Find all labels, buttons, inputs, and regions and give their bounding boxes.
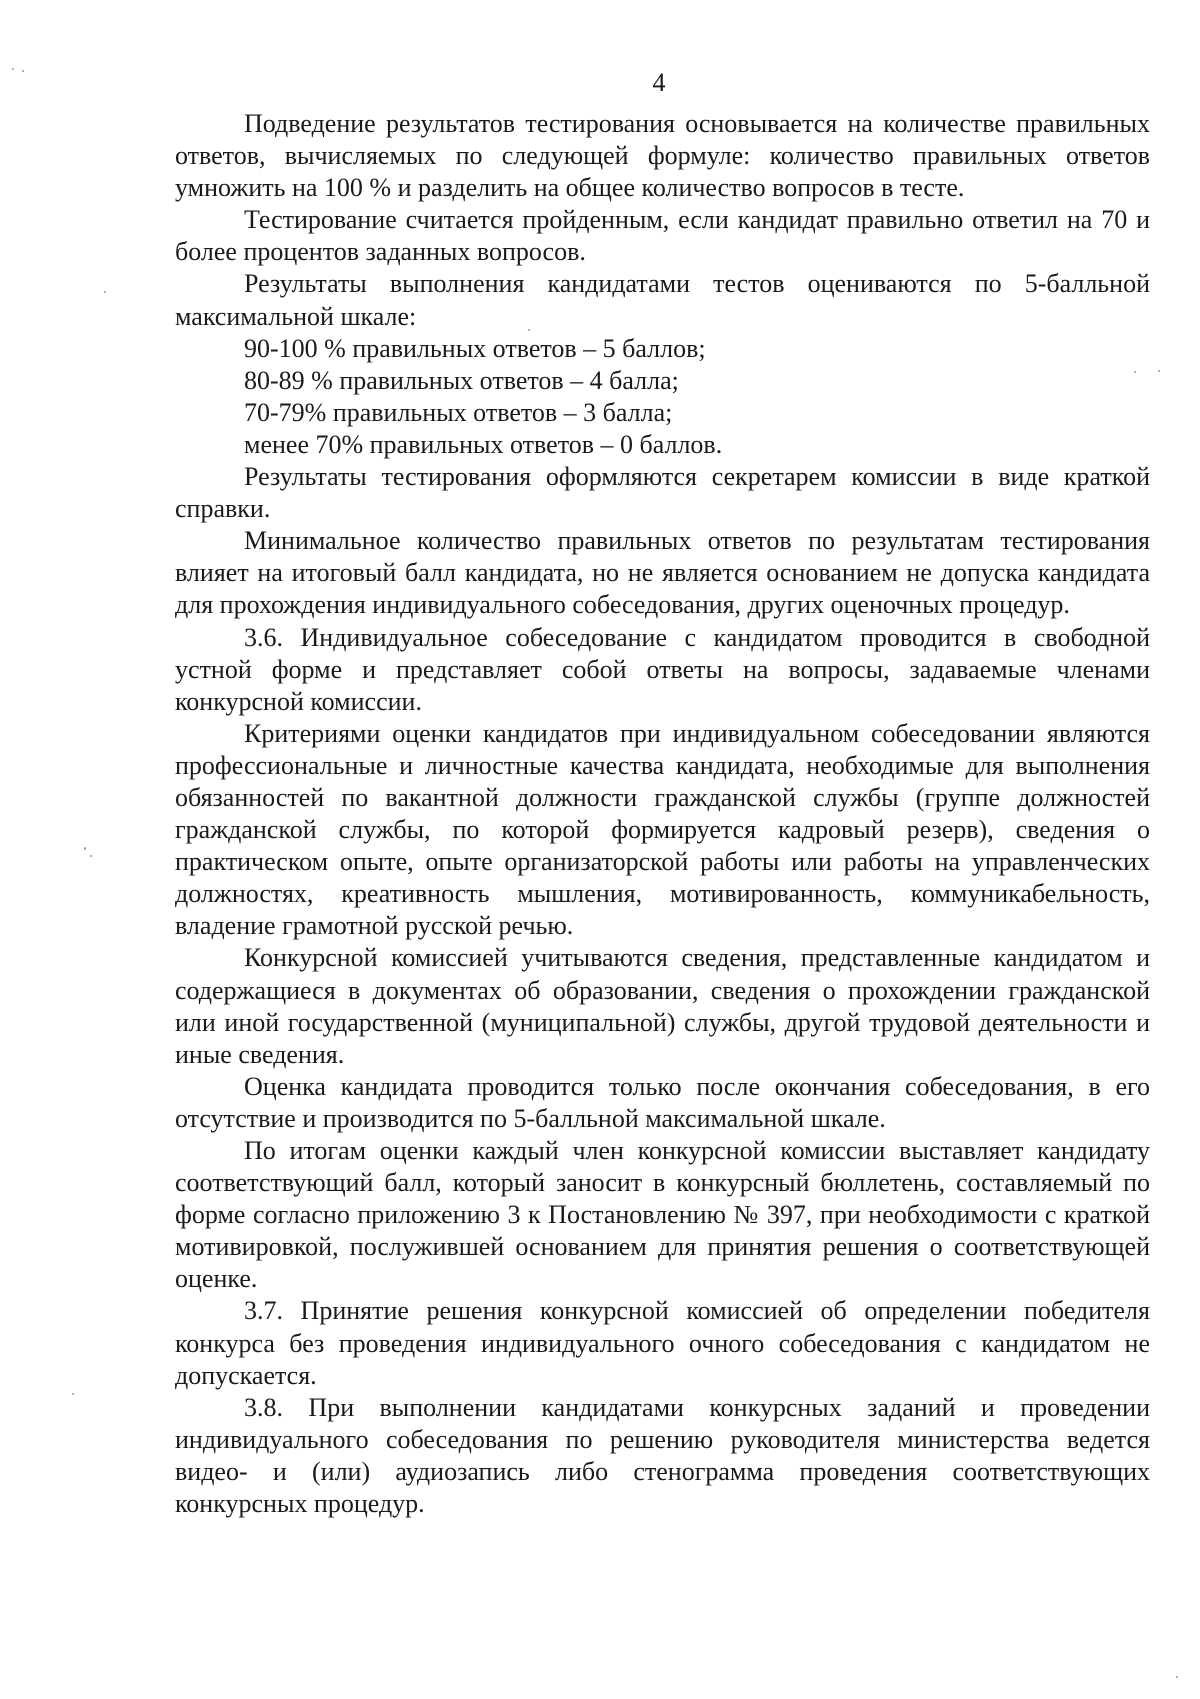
scale-item-5: 90-100 % правильных ответов – 5 баллов; — [244, 333, 706, 363]
paragraph-interview-criteria: Критериями оценки кандидатов при индивидуальном собеседовании являются профессиональные и личностные качества кандидата, необходимые для выполнения обязанностей по вакантной должности гражданской службы (группе должностей гражданской службы, по которой формируется кадровый резерв), сведения о практическом опыте, опыте организаторской работы или работы на управленческих должностях, креативность мышления, мотивированность, коммуникабельность, владение грамотной русской речью. — [175, 718, 1150, 941]
scan-speck — [84, 847, 86, 850]
scan-speck — [528, 329, 530, 331]
scan-speck — [1158, 370, 1160, 372]
scan-speck — [1134, 371, 1136, 373]
paragraph-section-3-6: 3.6. Индивидуальное собеседование с кандидатом проводится в свободной устной форме и представляет собой ответы на вопросы, задаваемые членами конкурсной комиссии. — [175, 622, 1150, 716]
paragraph-section-3-8: 3.8. При выполнении кандидатами конкурсных заданий и проведении индивидуального собеседования по решению руководителя министерства ведется видео- и (или) аудиозапись либо стенограмма проведения соответствующих конкурсных процедур. — [175, 1392, 1150, 1519]
paragraph-minimum-answers: Минимальное количество правильных ответов по результатам тестирования влияет на итоговый балл кандидата, но не является основанием не допуска кандидата для прохождения индивидуального собеседования, других оценочных процедур. — [175, 526, 1150, 620]
paragraph-results-report: Результаты тестирования оформляются секретарем комиссии в виде краткой справки. — [175, 462, 1150, 524]
scan-speck — [22, 70, 24, 72]
paragraph-section-3-7: 3.7. Принятие решения конкурсной комиссией об определении победителя конкурса без проведения индивидуального очного собеседования с кандидатом не допускается. — [175, 1296, 1150, 1390]
document-body — [175, 108, 1150, 1520]
scale-item-3: 70-79% правильных ответов – 3 балла; — [244, 397, 673, 427]
scan-speck — [1176, 1676, 1178, 1678]
paragraph-pass-threshold: Тестирование считается пройденным, если кандидат правильно ответил на 70 и более процентов заданных вопросов. — [175, 205, 1150, 267]
scan-speck — [12, 68, 14, 70]
paragraph-scale-intro: Результаты выполнения кандидатами тестов оцениваются по 5-балльной максимальной шкале: — [175, 269, 1150, 331]
scale-item-4: 80-89 % правильных ответов – 4 балла; — [244, 365, 679, 395]
page-number: 4 — [652, 68, 666, 97]
paragraph-evaluation-timing: Оценка кандидата проводится только после окончания собеседования, в его отсутствие и производится по 5-балльной максимальной шкале. — [175, 1071, 1150, 1133]
paragraph-commission-considers: Конкурсной комиссией учитываются сведения, представленные кандидатом и содержащиеся в документах об образовании, сведения о прохождении гражданской или иной государственной (муниципальной) службы, другой трудовой деятельности и иные сведения. — [175, 943, 1150, 1069]
scan-speck — [104, 291, 106, 293]
paragraph-ballot: По итогам оценки каждый член конкурсной комиссии выставляет кандидату соответствующий балл, который заносит в конкурсный бюллетень, составляемый по форме согласно приложению 3 к Постановлению № 397, при необходимости с краткой мотивировкой, послужившей основанием для принятия решения о соответствующей оценке. — [175, 1136, 1150, 1294]
scale-item-0: менее 70% правильных ответов – 0 баллов. — [244, 429, 723, 459]
scan-speck — [72, 1393, 74, 1395]
paragraph-results-summary: Подведение результатов тестирования основывается на количестве правильных ответов, вычисляемых по следующей формуле: количество правильных ответов умножить на 100 % и разделить на общее количество вопросов в тесте. — [175, 109, 1150, 203]
scan-speck — [90, 855, 92, 857]
